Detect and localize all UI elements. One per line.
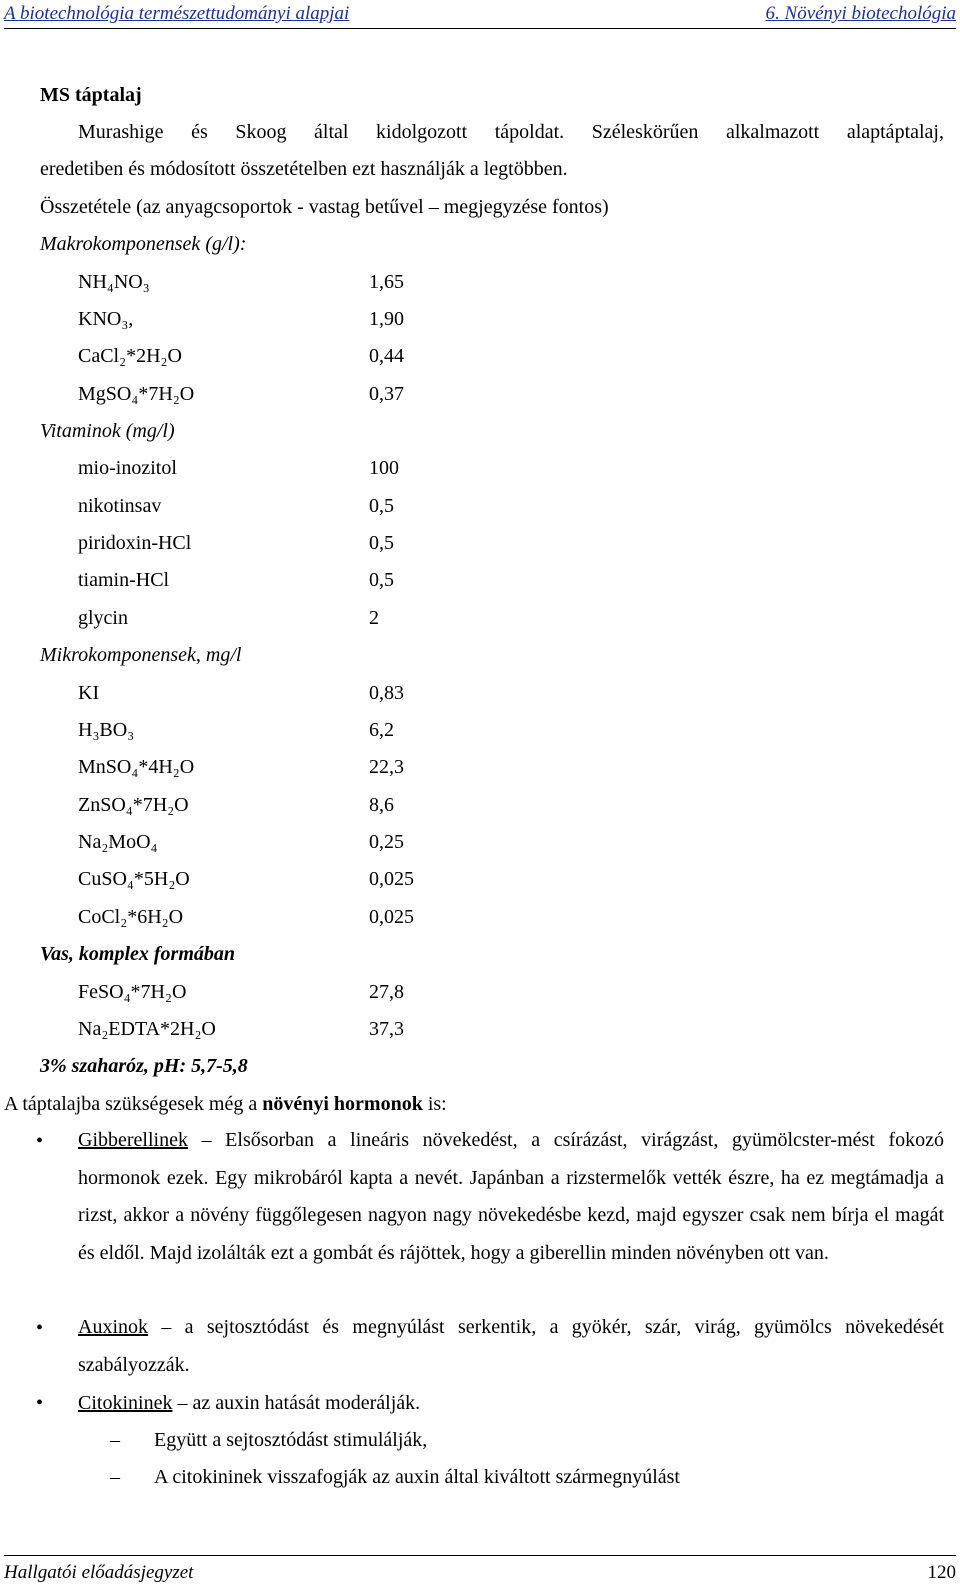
- component-value: 37,3: [369, 1018, 404, 1040]
- page-header: [4, 0, 956, 29]
- component-value: 0,44: [369, 345, 404, 367]
- bullet-icon: •: [36, 1130, 44, 1152]
- component-value: 1,90: [369, 308, 404, 330]
- group-heading-macro: Makrokomponensek (g/l):: [40, 233, 247, 255]
- bullet-icon: •: [36, 1317, 44, 1339]
- component-value: 0,5: [369, 532, 394, 554]
- dash-item: A citokininek visszafogják az auxin által kiváltott szármegnyúlást: [154, 1466, 680, 1488]
- component-name: Na₂EDTA*2H₂O: [78, 1018, 216, 1040]
- component-name: FeSO₄*7H₂O: [78, 981, 187, 1003]
- component-name: CaCl₂*2H₂O: [78, 345, 182, 367]
- component-value: 0,83: [369, 682, 404, 704]
- component-name: NH₄NO₃: [78, 271, 150, 293]
- bullet-term: Auxinok: [78, 1316, 148, 1338]
- component-name: piridoxin-HCl: [78, 532, 192, 554]
- composition-line: Összetétele (az anyagcsoportok - vastag betűvel – megjegyzése fontos): [40, 196, 609, 218]
- component-value: 0,5: [369, 569, 394, 591]
- page-number: 120: [927, 1562, 956, 1583]
- footer-label: Hallgatói előadásjegyzet: [4, 1562, 194, 1583]
- group-heading-micro: Mikrokomponensek, mg/l: [40, 644, 242, 666]
- page-footer: [4, 1555, 956, 1590]
- component-value: 0,025: [369, 868, 414, 890]
- dash-icon: –: [110, 1429, 120, 1451]
- component-value: 22,3: [369, 756, 404, 778]
- component-value: 8,6: [369, 794, 394, 816]
- component-name: nikotinsav: [78, 495, 162, 517]
- bullet-text: – Elsősorban a lineáris növekedést, a csírázást, virágzást, gyümölcster-mést fokozó hormonok ezek. Egy mikrobáról kapta a nevét. Japánban a rizstermelők vették észre, ha ez megtámadja a rizst, akkor a növény függőlegesen nagyon nagy növekedésbe kezd, majd egyszer csak nem bírja el magát és eldől. Majd izolálták ezt a gombát és rájöttek, hogy a giberellin minden növényben ott van.: [78, 1129, 944, 1264]
- hormones-intro-before: A táptalajba szükségesek még a: [4, 1093, 263, 1115]
- component-name: KNO₃,: [78, 308, 134, 330]
- bullet-item-auxins: [78, 1309, 944, 1384]
- component-value: 1,65: [369, 271, 404, 293]
- component-value: 6,2: [369, 719, 394, 741]
- component-name: CoCl₂*6H₂O: [78, 906, 184, 928]
- component-name: Na₂MoO₄: [78, 831, 158, 853]
- component-value: 0,025: [369, 906, 414, 928]
- component-name: CuSO₄*5H₂O: [78, 868, 190, 890]
- intro-line-2: eredetiben és módosított összetételben ezt használják a legtöbben.: [40, 158, 568, 180]
- component-name: tiamin-HCl: [78, 569, 170, 591]
- component-name: KI: [78, 682, 100, 704]
- bullet-term: Citokininek: [78, 1392, 173, 1414]
- bullet-item-cytokinins: [78, 1391, 420, 1415]
- bullet-item-gibberellins: [78, 1122, 944, 1272]
- hormones-intro: [4, 1092, 447, 1116]
- group-heading-vitamins: Vitaminok (mg/l): [40, 420, 175, 442]
- bullet-text: – a sejtosztódást és megnyúlást serkentik, a gyökér, szár, virág, gyümölcs növekedését szabályozzák.: [78, 1316, 944, 1376]
- dash-item: Együtt a sejtosztódást stimulálják,: [154, 1429, 428, 1451]
- bullet-text: – az auxin hatását moderálják.: [172, 1392, 421, 1414]
- hormones-intro-bold: növényi hormonok: [262, 1093, 423, 1115]
- section-title: MS táptalaj: [40, 84, 142, 106]
- bullet-icon: •: [36, 1392, 44, 1414]
- component-value: 2: [369, 607, 379, 629]
- component-value: 0,5: [369, 495, 394, 517]
- intro-line-1: Murashige és Skoog által kidolgozott tápoldat. Széleskörűen alkalmazott alaptáptalaj,: [78, 121, 944, 143]
- component-name: ZnSO₄*7H₂O: [78, 794, 189, 816]
- group-heading-iron: Vas, komplex formában: [40, 943, 236, 965]
- component-name: MnSO₄*4H₂O: [78, 756, 195, 778]
- hormones-intro-after: is:: [422, 1093, 447, 1115]
- header-course-title[interactable]: A biotechnológia természettudományi alapjai: [4, 3, 350, 24]
- component-name: mio-inozitol: [78, 457, 177, 479]
- header-chapter-title[interactable]: 6. Növényi biotechológia: [765, 3, 956, 24]
- component-name: glycin: [78, 607, 128, 629]
- component-value: 27,8: [369, 981, 404, 1003]
- component-value: 0,25: [369, 831, 404, 853]
- component-name: H₃BO₃: [78, 719, 135, 741]
- component-value: 0,37: [369, 383, 404, 405]
- dash-icon: –: [110, 1466, 120, 1488]
- bullet-term: Gibberellinek: [78, 1129, 188, 1151]
- component-name: MgSO₄*7H₂O: [78, 383, 195, 405]
- sucrose-ph-line: 3% szaharóz, pH: 5,7-5,8: [40, 1055, 248, 1077]
- component-value: 100: [369, 457, 399, 479]
